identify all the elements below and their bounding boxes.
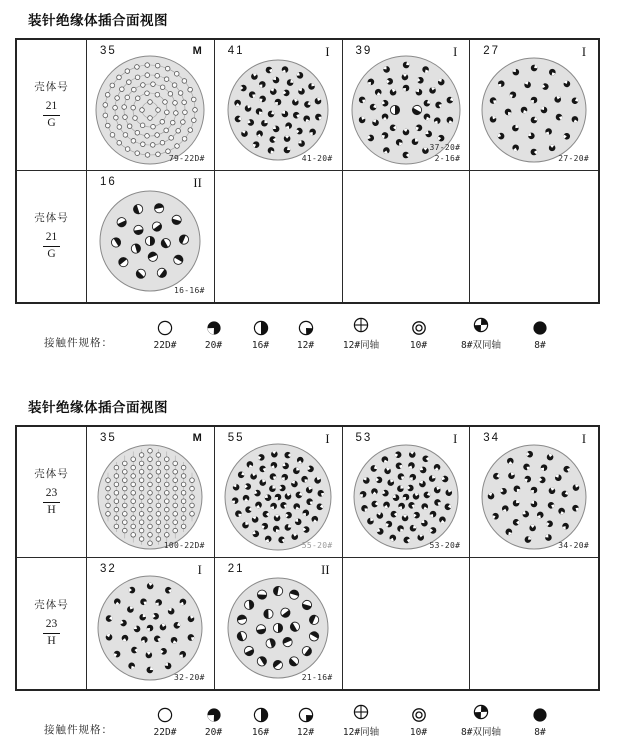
contact-pin-22D [148,499,153,504]
contact-pin-22D [173,503,178,508]
contact-pin-22D [148,457,153,462]
contact-pin-22D [123,470,128,475]
shell-code: H [47,503,56,516]
contact-pin-22D [182,507,187,512]
contact-pin-22D [151,124,156,129]
contact-pin-16 [146,236,155,245]
contact-pin-22D [165,482,170,487]
contact-pin-22D [182,474,187,479]
contact-pin-22D [156,503,161,508]
insert-cell-32 [87,558,215,689]
contact-pin-22D [148,482,153,487]
insert-face-diagram [349,440,463,554]
legend-prefix: 接触件规格： [44,337,113,349]
insert-number: 41 [227,45,245,57]
contact-pin-16 [274,623,283,632]
contact-pin-22D [140,486,145,491]
contact-pin-22D [140,453,145,458]
insert-cell-35 [87,427,215,558]
cell-header [215,563,342,578]
contact-22d-icon [157,707,173,723]
contact-pin-22D [156,470,161,475]
page-title: 装针绝缘体插合面视图 [28,13,168,28]
shell-label: 壳体号 [34,212,69,225]
contact-pin-22D [148,100,153,105]
legend-item [237,320,284,351]
contact-pin-22D [165,491,170,496]
contact-arrangement-label: 79-22D# [168,153,205,163]
shell-number [43,486,61,518]
legend-item [190,320,237,351]
contact-pin-22D [114,524,119,529]
contact-pin-22D [141,123,146,128]
contact-pin-22D [148,465,153,470]
contact-pin-22D [131,482,136,487]
shell-number-cell [17,558,87,689]
contact-pin-22D [140,520,145,525]
contact-pin-22D [166,66,171,71]
contact-pin-22D [114,491,119,496]
contact-16-icon [253,707,269,723]
contact-10-icon [411,320,427,336]
contact-pin-20 [295,519,302,526]
contact-pin-22D [156,478,161,483]
contact-pin-20 [275,494,282,501]
contact-pin-22D [156,107,161,112]
contact-pin-22D [173,461,178,466]
legend-item [140,320,190,351]
contact-pin-22D [148,516,153,521]
shell-size: 23 [43,486,61,503]
contact-pin-22D [181,119,186,124]
insert-table-21g [15,38,600,304]
contact-pin-22D [169,135,174,140]
empty-cell [343,558,471,689]
shell-number-cell [17,427,87,558]
contact-pin-22D [123,520,128,525]
cell-header [87,563,214,578]
contact-pin-22D [148,541,153,546]
contact-pin-20 [165,663,172,670]
shell-label: 壳体号 [34,80,69,93]
contact-legend [44,317,626,351]
contact-pin-22D [165,516,170,521]
contact-pin-22D [123,486,128,491]
contact-pin-22D [131,499,136,504]
insert-face-diagram [477,53,591,167]
contact-pin-22D [140,495,145,500]
contact-pin-22D [190,495,195,500]
contact-arrangement-label: 27-20# [558,153,589,163]
insert-cell-16 [87,171,215,302]
contact-pin-22D [140,478,145,483]
legend-item [284,320,327,351]
shell-number [43,617,61,649]
insert-number: 34 [483,432,501,444]
legend-item [520,707,560,738]
insert-class: I [197,563,202,577]
legend-item-label: 10# [409,340,428,351]
contact-arrangement-label: 100-22D# [163,540,205,550]
contact-16-icon [253,320,269,336]
contact-legend [44,704,626,738]
contact-pin-22D [114,499,119,504]
contact-pin-20 [403,494,410,501]
contact-pin-22D [140,528,145,533]
insert-class: M [192,432,202,444]
legend-item-label: 12#同轴 [342,340,380,351]
empty-cell [470,171,598,302]
legend-item-label: 8#双同轴 [461,340,501,351]
legend-item-label: 12# [296,340,315,351]
shell-number-cell [17,171,87,302]
contact-pin-20 [421,520,428,527]
contact-pin-16 [390,105,399,114]
contact-pin-22D [173,478,178,483]
insert-number: 55 [227,432,245,444]
contact-pin-22D [114,474,119,479]
contact-10-icon [411,707,427,723]
empty-cell [470,558,598,689]
contact-pin-22D [156,495,161,500]
contact-pin-20 [298,140,305,147]
insert-number: 53 [355,432,373,444]
empty-cell [215,171,343,302]
insert-cell-55 [215,427,343,558]
contact-pin-22D [165,465,170,470]
insert-class: I [325,45,330,59]
contact-pin-22D [175,71,180,76]
insert-class: I [325,432,330,446]
insert-cell-34 [470,427,598,558]
contact-12-icon [298,707,314,723]
contact-arrangement-label: 37-20# 2-16# [429,143,461,163]
contact-pin-22D [156,461,161,466]
contact-pin-22D [114,516,119,521]
contact-pin-22D [122,105,127,110]
contact-8twin-icon [473,317,489,333]
contact-pin-22D [106,478,111,483]
contact-pin-22D [148,507,153,512]
insert-cell-39 [343,40,471,171]
section-shell-21g [0,0,626,351]
contact-pin-22D [182,482,187,487]
legend-item-label: 10# [409,727,428,738]
contact-pin-22D [176,128,181,133]
contact-pin-22D [173,470,178,475]
contact-pin-16 [264,609,274,619]
contact-12coax-icon [353,317,369,333]
insert-face-diagram [221,440,335,554]
contact-pin-22D [123,512,128,517]
contact-pin-20 [403,85,410,92]
contact-arrangement-label: 16-16# [174,285,205,295]
contact-pin-22D [190,486,195,491]
shell-number [43,230,61,262]
contact-pin-22D [148,491,153,496]
insert-number: 32 [100,563,117,575]
contact-arrangement-label: 55-20# [301,540,333,550]
contact-22d-icon [157,320,173,336]
contact-pin-20 [531,487,538,494]
contact-pin-16 [257,590,267,600]
legend-item [237,707,284,738]
insert-class: I [453,432,458,446]
contact-pin-22D [182,465,187,470]
insert-class: II [193,176,202,190]
contact-arrangement-label: 34-20# [558,540,589,550]
contact-pin-22D [131,533,136,538]
contact-pin-22D [131,507,136,512]
contact-pin-22D [127,80,132,85]
contact-pin-22D [156,528,161,533]
insert-cell-35 [87,40,215,171]
contact-8twin-icon [473,704,489,720]
contact-pin-20 [147,625,154,632]
empty-cell [343,171,471,302]
cell-header [87,176,214,191]
insert-face-diagram [93,440,207,554]
contact-pin-22D [182,491,187,496]
insert-class: M [192,45,202,57]
contact-pin-22D [140,512,145,517]
contact-pin-22D [182,524,187,529]
contact-pin-22D [106,486,111,491]
contact-pin-22D [117,140,122,145]
contact-pin-20 [531,97,538,104]
legend-item [520,320,560,351]
contact-pin-22D [173,495,178,500]
insert-face-diagram [221,53,335,167]
contact-pin-22D [156,453,161,458]
cell-header [470,432,598,447]
insert-number: 21 [227,563,245,575]
legend-item [395,320,442,351]
contact-pin-16 [244,600,254,610]
insert-table-23h [15,425,600,691]
shell-code: G [47,116,56,129]
insert-face-diagram [93,53,207,167]
contact-8-icon [532,320,548,336]
contact-pin-22D [135,151,140,156]
insert-face-diagram [221,571,335,685]
contact-pin-22D [156,486,161,491]
page-title: 装针绝缘体插合面视图 [28,400,168,415]
contact-arrangement-label: 32-20# [174,672,205,682]
legend-item-label: 20# [204,727,223,738]
legend-item-label: 8# [534,340,546,351]
legend-item-label: 16# [251,340,270,351]
cell-header [87,45,214,57]
contact-arrangement-label: 53-20# [429,540,461,550]
section-shell-23h [0,387,626,738]
contact-pin-22D [140,537,145,542]
contact-pin-22D [165,474,170,479]
contact-pin-22D [123,495,128,500]
legend-item [190,707,237,738]
contact-pin-22D [131,457,136,462]
cell-header [343,432,470,447]
contact-pin-22D [190,478,195,483]
insert-class: II [321,563,330,577]
shell-code: G [47,248,56,260]
legend-item-label: 22D# [153,727,177,738]
legend-item-label: 20# [204,340,223,351]
contact-pin-22D [123,478,128,483]
contact-pin-22D [156,520,161,525]
contact-pin-22D [114,507,119,512]
contact-pin-22D [148,474,153,479]
contact-pin-22D [131,516,136,521]
legend-item [442,317,520,351]
contact-pin-20 [275,99,282,106]
contact-8-icon [532,707,548,723]
insert-face-diagram [477,440,591,554]
contact-pin-22D [114,482,119,487]
contact-pin-22D [165,533,170,538]
cell-header [87,432,214,444]
contact-20-icon [206,707,222,723]
contact-pin-22D [140,503,145,508]
cell-header [343,45,470,60]
shell-code: H [47,635,56,647]
insert-class: I [581,45,586,59]
contact-pin-22D [123,461,128,466]
legend-item [395,707,442,738]
contact-pin-22D [123,503,128,508]
contact-pin-22D [165,457,170,462]
insert-cell-53 [343,427,471,558]
contact-pin-22D [114,465,119,470]
legend-item [327,704,395,738]
cell-header [215,432,342,447]
contact-pin-22D [106,503,111,508]
contact-arrangement-label: 41-20# [301,153,333,163]
contact-pin-22D [190,512,195,517]
shell-size: 23 [43,617,61,634]
contact-pin-22D [190,503,195,508]
insert-number: 35 [100,45,117,57]
shell-size: 21 [43,99,61,116]
contact-pin-22D [165,499,170,504]
contact-arrangement-label: 21-16# [301,672,333,682]
shell-label: 壳体号 [34,599,69,612]
insert-class: I [453,45,458,59]
contact-pin-22D [131,491,136,496]
insert-face-diagram [93,184,207,298]
contact-pin-22D [165,524,170,529]
legend-item-label: 22D# [153,340,177,351]
shell-number [43,99,61,131]
contact-12coax-icon [353,704,369,720]
shell-number-cell [17,40,87,171]
cell-header [215,45,342,60]
contact-pin-22D [123,114,128,119]
contact-pin-22D [148,449,153,454]
insert-number: 27 [483,45,501,57]
insert-number: 39 [355,45,373,57]
contact-20-icon [206,320,222,336]
contact-pin-22D [133,116,138,121]
contact-pin-22D [155,63,160,68]
contact-pin-22D [131,465,136,470]
contact-pin-22D [173,528,178,533]
legend-item [140,707,190,738]
contact-pin-22D [132,87,137,92]
contact-pin-22D [156,512,161,517]
contact-pin-22D [173,486,178,491]
insert-number: 16 [100,176,117,188]
legend-item-label: 12# [296,727,315,738]
contact-pin-22D [145,73,150,78]
insert-cell-21 [215,558,343,689]
legend-item-label: 8#双同轴 [461,727,501,738]
legend-item-label: 8# [534,727,546,738]
legend-item-label: 12#同轴 [342,727,380,738]
contact-pin-22D [106,495,111,500]
legend-prefix: 接触件规格： [44,724,113,736]
legend-item [442,704,520,738]
contact-pin-22D [106,512,111,517]
contact-pin-22D [182,516,187,521]
contact-pin-22D [126,147,131,152]
legend-item [284,707,327,738]
cell-header [470,45,598,60]
contact-pin-22D [140,461,145,466]
contact-pin-22D [125,95,130,100]
contact-pin-22D [173,512,178,517]
legend-item-label: 16# [251,727,270,738]
contact-pin-22D [140,470,145,475]
insert-cell-41 [215,40,343,171]
contact-pin-22D [165,507,170,512]
contact-12-icon [298,320,314,336]
contact-pin-22D [148,524,153,529]
insert-number: 35 [100,432,117,444]
contact-pin-20 [545,534,552,541]
insert-cell-27 [470,40,598,171]
contact-pin-22D [131,524,136,529]
contact-pin-22D [182,499,187,504]
contact-pin-22D [131,474,136,479]
insert-face-diagram [93,571,207,685]
insert-class: I [581,432,586,446]
contact-pin-22D [123,528,128,533]
contact-pin-22D [136,75,141,80]
shell-size: 21 [43,230,61,247]
shell-label: 壳体号 [34,467,69,480]
contact-pin-22D [156,537,161,542]
contact-pin-22D [148,533,153,538]
legend-item [327,317,395,351]
contact-pin-22D [173,520,178,525]
